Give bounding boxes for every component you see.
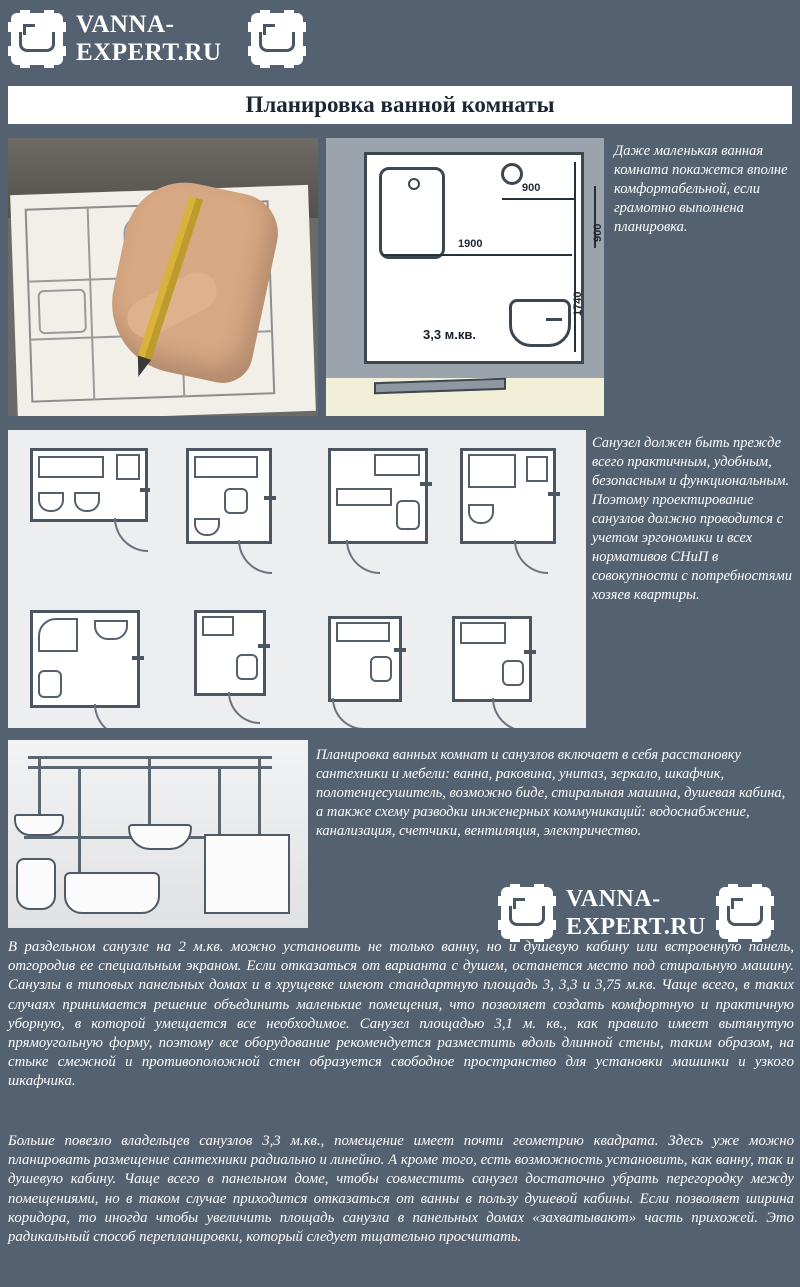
dimension-door2-label: 900 (592, 223, 604, 242)
sink-symbol (509, 299, 571, 347)
body-paragraph-2: Больше повезло владельцев санузлов 3,3 м.кв., помещение имеет почти геометрию квадрата. Здесь уже можно планировать размещение сантехники радиально и линейно. А кроме того, есть возможность установить, как ванну, так и душевую кабину. Чаще всего в панельном доме, чтобы совместить санузел достаточно убрать перегородку между помещениями, но в таком случае приходится отказаться от ванны в пользу душевой кабины. Если позволяет ширина коридора, то иногда чтобы увеличить площадь санузла в панельных домах «захватывают» часть прихожей. Это радикальный способ перепланировки, который следует тщательно просчитать. (8, 1133, 794, 1246)
area-label: 3,3 м.кв. (423, 327, 477, 342)
page-title-text: Планировка ванной комнаты (245, 92, 555, 117)
cabinet-symbol (204, 834, 290, 914)
layout-variant (194, 610, 304, 720)
bathtub-gear-icon (8, 10, 66, 68)
body-paragraph-1: В раздельном санузле на 2 м.кв. можно установить не только ванну, но и душевую кабину или встроенную панель, отгородив ее специальным экраном. Если отказаться от варианта с душем, останется место под стиральную машину. Санузлы в типовых панельных домах и в хрущевке имеют стандартную площадь 3, 3,3 и 3,75 м.кв. Чаще всего, в таких случаях принимается решение объединить маленькие помещения, что позволяет создать комфортную и практичную уборную, в которой умещается все необходимое. Санузел площадью 3,1 м. кв., как правило имеет вытянутую прямоугольную форму, поэтому все оборудование рекомендуется разместить вдоль длинной стены, таким образом, на стыке смежной и противоположной стен образуется свободное пространство для установки машинки и узкого шкафчика. (8, 939, 794, 1090)
toilet-symbol (16, 858, 56, 910)
layout-variant (328, 616, 438, 726)
layout-variant (328, 448, 448, 558)
site-logo-bottom[interactable] (498, 884, 774, 942)
dimension-width-label: 1900 (458, 238, 483, 250)
layout-variants-figure (8, 430, 586, 728)
dimension-depth-label: 1740 (572, 291, 584, 316)
site-logo[interactable] (8, 10, 222, 68)
plumbing-diagram-figure (8, 740, 308, 928)
site-logo-text (76, 11, 222, 67)
note-ergonomics: Санузел должен быть прежде всего практичным, удобным, безопасным и функциональным. Поэтому проектирование санузлов должно проводится с учетом эргономики и всех нормативов СНиП в совокупности с потребностями хозяев квартиры. (592, 435, 792, 603)
layout-variant (452, 616, 562, 726)
logo-line-1: VANNA- (566, 886, 661, 912)
site-logo-bottom-text (566, 885, 706, 941)
bathtub-gear-icon (248, 10, 306, 68)
site-logo-secondary-icon (248, 10, 306, 68)
logo-line-2: EXPERT.RU (76, 39, 222, 66)
small-basin-symbol (14, 814, 64, 836)
bathtub-symbol (64, 872, 160, 914)
layout-variant (460, 448, 570, 558)
note-planning-scope: Планировка ванных комнат и санузлов включает в себя расстановку сантехники и мебели: ванна, раковина, унитаз, зеркало, шкафчик, полотенцесушитель, возможно биде, стиральная машина, душевая кабина, а также схему разводки инженерных коммуникаций: водоснабжение, канализация, счетчики, вентиляция, электричество. (316, 747, 786, 839)
sketch-photo (8, 138, 318, 416)
page-title (8, 86, 792, 124)
dimension-door-label: 900 (522, 182, 541, 194)
dimension-plan-figure (326, 138, 604, 416)
logo-line-2: EXPERT.RU (566, 914, 706, 940)
bathtub-gear-icon (498, 884, 556, 942)
layout-variant (186, 448, 296, 558)
bathtub-symbol (379, 167, 445, 259)
site-header (0, 0, 800, 78)
bathtub-gear-icon (716, 884, 774, 942)
layout-variant (30, 448, 150, 558)
note-small-bathroom: Даже маленькая ванная комната покажется вполне комфортабельной, если грамотно выполнена планировка. (614, 143, 788, 235)
toilet-symbol (501, 163, 523, 185)
washbasin-symbol (128, 824, 192, 850)
logo-line-1: VANNA- (76, 11, 175, 38)
layout-variant (30, 610, 160, 720)
